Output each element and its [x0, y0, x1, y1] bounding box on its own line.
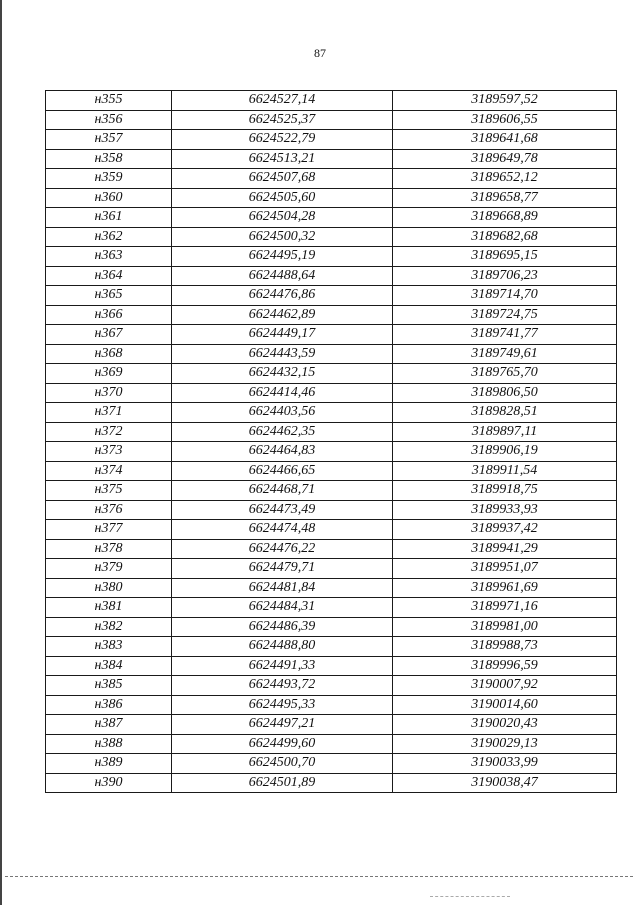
y-coordinate-cell: 3189652,12 [393, 169, 617, 189]
point-id-cell: н364 [46, 266, 172, 286]
table-row [46, 734, 617, 754]
y-coordinate-cell: 3189749,61 [393, 344, 617, 364]
point-id-cell: н381 [46, 598, 172, 618]
point-id-cell: н375 [46, 481, 172, 501]
table-row [46, 344, 617, 364]
y-coordinate-cell: 3189597,52 [393, 91, 617, 111]
point-id-cell: н357 [46, 130, 172, 150]
x-coordinate-cell: 6624473,49 [172, 500, 393, 520]
x-coordinate-cell: 6624495,19 [172, 247, 393, 267]
y-coordinate-cell: 3189765,70 [393, 364, 617, 384]
table-row [46, 520, 617, 540]
y-coordinate-cell: 3189668,89 [393, 208, 617, 228]
y-coordinate-cell: 3190029,13 [393, 734, 617, 754]
table-row [46, 364, 617, 384]
point-id-cell: н363 [46, 247, 172, 267]
y-coordinate-cell: 3190014,60 [393, 695, 617, 715]
scan-artifact-line [5, 876, 633, 877]
point-id-cell: н356 [46, 110, 172, 130]
point-id-cell: н361 [46, 208, 172, 228]
x-coordinate-cell: 6624479,71 [172, 559, 393, 579]
x-coordinate-cell: 6624443,59 [172, 344, 393, 364]
x-coordinate-cell: 6624522,79 [172, 130, 393, 150]
y-coordinate-cell: 3190020,43 [393, 715, 617, 735]
x-coordinate-cell: 6624464,83 [172, 442, 393, 462]
point-id-cell: н377 [46, 520, 172, 540]
table-row [46, 637, 617, 657]
x-coordinate-cell: 6624462,35 [172, 422, 393, 442]
y-coordinate-cell: 3189649,78 [393, 149, 617, 169]
point-id-cell: н378 [46, 539, 172, 559]
table-row [46, 461, 617, 481]
table-row [46, 442, 617, 462]
y-coordinate-cell: 3189933,93 [393, 500, 617, 520]
x-coordinate-cell: 6624525,37 [172, 110, 393, 130]
x-coordinate-cell: 6624500,32 [172, 227, 393, 247]
point-id-cell: н385 [46, 676, 172, 696]
table-row [46, 598, 617, 618]
point-id-cell: н380 [46, 578, 172, 598]
x-coordinate-cell: 6624481,84 [172, 578, 393, 598]
y-coordinate-cell: 3190033,99 [393, 754, 617, 774]
table-row [46, 617, 617, 637]
point-id-cell: н369 [46, 364, 172, 384]
table-row [46, 188, 617, 208]
x-coordinate-cell: 6624414,46 [172, 383, 393, 403]
y-coordinate-cell: 3189951,07 [393, 559, 617, 579]
table-row [46, 149, 617, 169]
table-row [46, 695, 617, 715]
x-coordinate-cell: 6624486,39 [172, 617, 393, 637]
table-row [46, 130, 617, 150]
x-coordinate-cell: 6624499,60 [172, 734, 393, 754]
x-coordinate-cell: 6624488,64 [172, 266, 393, 286]
y-coordinate-cell: 3189606,55 [393, 110, 617, 130]
point-id-cell: н386 [46, 695, 172, 715]
table-row [46, 208, 617, 228]
y-coordinate-cell: 3189937,42 [393, 520, 617, 540]
table-row [46, 539, 617, 559]
table-row [46, 676, 617, 696]
point-id-cell: н388 [46, 734, 172, 754]
coordinates-table-body [46, 91, 617, 793]
y-coordinate-cell: 3189897,11 [393, 422, 617, 442]
y-coordinate-cell: 3189724,75 [393, 305, 617, 325]
table-row [46, 500, 617, 520]
table-row [46, 169, 617, 189]
x-coordinate-cell: 6624449,17 [172, 325, 393, 345]
table-row [46, 110, 617, 130]
page-edge [0, 0, 2, 905]
y-coordinate-cell: 3189906,19 [393, 442, 617, 462]
table-row [46, 715, 617, 735]
point-id-cell: н368 [46, 344, 172, 364]
y-coordinate-cell: 3189741,77 [393, 325, 617, 345]
table-row [46, 91, 617, 111]
x-coordinate-cell: 6624495,33 [172, 695, 393, 715]
point-id-cell: н370 [46, 383, 172, 403]
y-coordinate-cell: 3189981,00 [393, 617, 617, 637]
y-coordinate-cell: 3190007,92 [393, 676, 617, 696]
x-coordinate-cell: 6624474,48 [172, 520, 393, 540]
point-id-cell: н384 [46, 656, 172, 676]
y-coordinate-cell: 3189658,77 [393, 188, 617, 208]
point-id-cell: н389 [46, 754, 172, 774]
page-number: 87 [314, 46, 326, 60]
table-row [46, 422, 617, 442]
y-coordinate-cell: 3189918,75 [393, 481, 617, 501]
table-row [46, 305, 617, 325]
point-id-cell: н355 [46, 91, 172, 111]
point-id-cell: н371 [46, 403, 172, 423]
y-coordinate-cell: 3189961,69 [393, 578, 617, 598]
y-coordinate-cell: 3189695,15 [393, 247, 617, 267]
y-coordinate-cell: 3189941,29 [393, 539, 617, 559]
x-coordinate-cell: 6624403,56 [172, 403, 393, 423]
point-id-cell: н360 [46, 188, 172, 208]
x-coordinate-cell: 6624476,86 [172, 286, 393, 306]
table-row [46, 578, 617, 598]
point-id-cell: н373 [46, 442, 172, 462]
coordinates-table [45, 90, 617, 793]
table-row [46, 227, 617, 247]
x-coordinate-cell: 6624501,89 [172, 773, 393, 793]
table-row [46, 754, 617, 774]
y-coordinate-cell: 3189996,59 [393, 656, 617, 676]
y-coordinate-cell: 3189806,50 [393, 383, 617, 403]
x-coordinate-cell: 6624497,21 [172, 715, 393, 735]
x-coordinate-cell: 6624504,28 [172, 208, 393, 228]
y-coordinate-cell: 3189988,73 [393, 637, 617, 657]
y-coordinate-cell: 3189911,54 [393, 461, 617, 481]
scan-artifact-line [430, 896, 510, 897]
y-coordinate-cell: 3189714,70 [393, 286, 617, 306]
y-coordinate-cell: 3189971,16 [393, 598, 617, 618]
point-id-cell: н359 [46, 169, 172, 189]
point-id-cell: н387 [46, 715, 172, 735]
table-row [46, 773, 617, 793]
y-coordinate-cell: 3189706,23 [393, 266, 617, 286]
point-id-cell: н367 [46, 325, 172, 345]
point-id-cell: н376 [46, 500, 172, 520]
point-id-cell: н379 [46, 559, 172, 579]
x-coordinate-cell: 6624507,68 [172, 169, 393, 189]
table-row [46, 559, 617, 579]
x-coordinate-cell: 6624466,65 [172, 461, 393, 481]
table-row [46, 481, 617, 501]
y-coordinate-cell: 3190038,47 [393, 773, 617, 793]
x-coordinate-cell: 6624491,33 [172, 656, 393, 676]
x-coordinate-cell: 6624484,31 [172, 598, 393, 618]
x-coordinate-cell: 6624462,89 [172, 305, 393, 325]
table-row [46, 383, 617, 403]
table-row [46, 266, 617, 286]
point-id-cell: н366 [46, 305, 172, 325]
point-id-cell: н374 [46, 461, 172, 481]
x-coordinate-cell: 6624493,72 [172, 676, 393, 696]
y-coordinate-cell: 3189641,68 [393, 130, 617, 150]
x-coordinate-cell: 6624432,15 [172, 364, 393, 384]
table-row [46, 286, 617, 306]
x-coordinate-cell: 6624476,22 [172, 539, 393, 559]
x-coordinate-cell: 6624527,14 [172, 91, 393, 111]
point-id-cell: н372 [46, 422, 172, 442]
table-row [46, 403, 617, 423]
table-row [46, 325, 617, 345]
x-coordinate-cell: 6624500,70 [172, 754, 393, 774]
table-row [46, 656, 617, 676]
table-row [46, 247, 617, 267]
x-coordinate-cell: 6624468,71 [172, 481, 393, 501]
point-id-cell: н362 [46, 227, 172, 247]
y-coordinate-cell: 3189828,51 [393, 403, 617, 423]
point-id-cell: н383 [46, 637, 172, 657]
point-id-cell: н365 [46, 286, 172, 306]
point-id-cell: н358 [46, 149, 172, 169]
point-id-cell: н390 [46, 773, 172, 793]
point-id-cell: н382 [46, 617, 172, 637]
x-coordinate-cell: 6624513,21 [172, 149, 393, 169]
x-coordinate-cell: 6624505,60 [172, 188, 393, 208]
y-coordinate-cell: 3189682,68 [393, 227, 617, 247]
x-coordinate-cell: 6624488,80 [172, 637, 393, 657]
